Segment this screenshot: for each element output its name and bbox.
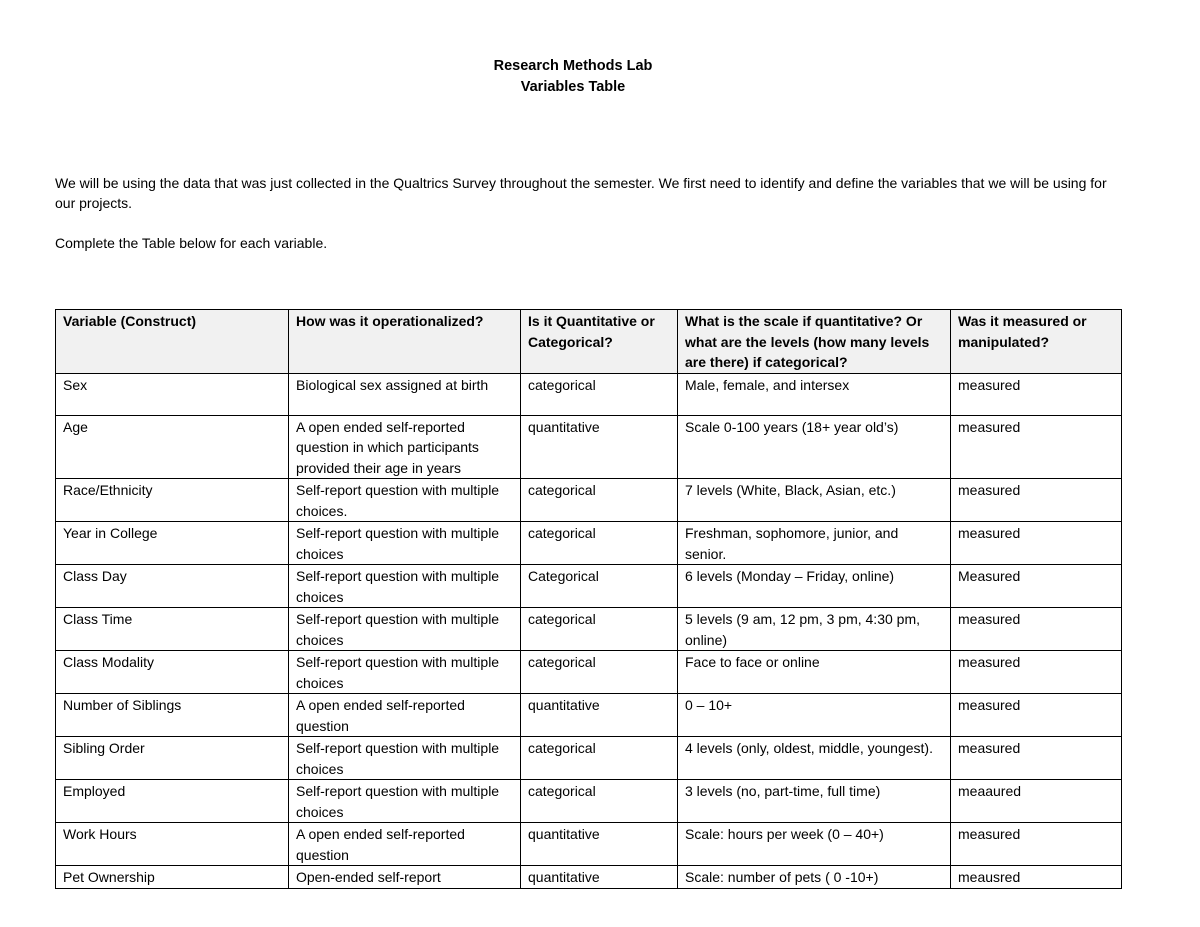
cell-type: categorical (521, 373, 678, 415)
cell-scale: 5 levels (9 am, 12 pm, 3 pm, 4:30 pm, online) (678, 608, 951, 651)
table-row (56, 866, 1122, 889)
table-row (56, 565, 1122, 608)
cell-scale: Scale: hours per week (0 – 40+) (678, 823, 951, 866)
cell-operationalized: Self-report question with multiple choices. (289, 479, 521, 522)
cell-operationalized: Self-report question with multiple choices (289, 565, 521, 608)
cell-variable: Class Day (56, 565, 289, 608)
table-row (56, 608, 1122, 651)
table-header-row (56, 310, 1122, 374)
cell-variable: Sex (56, 373, 289, 415)
cell-measured: measured (951, 823, 1122, 866)
cell-type: quantitative (521, 694, 678, 737)
cell-measured: Measured (951, 565, 1122, 608)
cell-type: categorical (521, 608, 678, 651)
cell-variable: Employed (56, 780, 289, 823)
cell-operationalized: Self-report question with multiple choices (289, 737, 521, 780)
cell-type: categorical (521, 479, 678, 522)
cell-scale: 6 levels (Monday – Friday, online) (678, 565, 951, 608)
cell-operationalized: Self-report question with multiple choices (289, 651, 521, 694)
cell-measured: measured (951, 479, 1122, 522)
cell-variable: Age (56, 415, 289, 479)
table-row (56, 522, 1122, 565)
cell-type: categorical (521, 651, 678, 694)
cell-operationalized: Self-report question with multiple choices (289, 608, 521, 651)
cell-measured: measured (951, 737, 1122, 780)
cell-operationalized: Self-report question with multiple choices (289, 780, 521, 823)
cell-scale: 3 levels (no, part-time, full time) (678, 780, 951, 823)
cell-type: quantitative (521, 823, 678, 866)
header-measured-or-manipulated: Was it measured or manipulated? (951, 310, 1122, 374)
header-operationalized: How was it operationalized? (289, 310, 521, 374)
header-variable: Variable (Construct) (56, 310, 289, 374)
table-row (56, 415, 1122, 479)
cell-variable: Pet Ownership (56, 866, 289, 889)
cell-scale: Face to face or online (678, 651, 951, 694)
cell-variable: Sibling Order (56, 737, 289, 780)
header-scale-or-levels: What is the scale if quantitative? Or what are the levels (how many levels are there) if categorical? (678, 310, 951, 374)
intro-section (55, 173, 1115, 253)
cell-scale: Male, female, and intersex (678, 373, 951, 415)
table-row (56, 823, 1122, 866)
cell-scale: 7 levels (White, Black, Asian, etc.) (678, 479, 951, 522)
variables-table (55, 309, 1122, 889)
cell-type: categorical (521, 780, 678, 823)
header-quant-or-categorical: Is it Quantitative or Categorical? (521, 310, 678, 374)
cell-operationalized: A open ended self-reported question (289, 823, 521, 866)
cell-scale: Scale 0-100 years (18+ year old’s) (678, 415, 951, 479)
cell-variable: Class Modality (56, 651, 289, 694)
cell-measured: measured (951, 522, 1122, 565)
cell-variable: Work Hours (56, 823, 289, 866)
cell-variable: Race/Ethnicity (56, 479, 289, 522)
cell-type: quantitative (521, 415, 678, 479)
table-row (56, 651, 1122, 694)
cell-measured: meausred (951, 866, 1122, 889)
intro-paragraph: We will be using the data that was just collected in the Qualtrics Survey throughout the semester. We first need to identify and define the variables that we will be using for our projects. (55, 175, 1107, 211)
table-row (56, 373, 1122, 415)
cell-measured: meaaured (951, 780, 1122, 823)
cell-operationalized: Self-report question with multiple choices (289, 522, 521, 565)
document-title (0, 56, 1146, 98)
instruction-paragraph: Complete the Table below for each variable. (55, 235, 328, 251)
cell-type: quantitative (521, 866, 678, 889)
table-row (56, 694, 1122, 737)
cell-type: categorical (521, 522, 678, 565)
cell-type: categorical (521, 737, 678, 780)
cell-variable: Year in College (56, 522, 289, 565)
cell-measured: measured (951, 373, 1122, 415)
cell-operationalized: Open-ended self-report (289, 866, 521, 889)
cell-measured: measured (951, 651, 1122, 694)
cell-measured: measured (951, 415, 1122, 479)
table-row (56, 479, 1122, 522)
cell-measured: measured (951, 694, 1122, 737)
cell-measured: measured (951, 608, 1122, 651)
title-line-2: Variables Table (520, 79, 626, 95)
cell-operationalized: A open ended self-reported question in which participants provided their age in years (289, 415, 521, 479)
cell-operationalized: A open ended self-reported question (289, 694, 521, 737)
title-line-1: Research Methods Lab (493, 58, 653, 74)
table-row (56, 780, 1122, 823)
cell-scale: 4 levels (only, oldest, middle, youngest). (678, 737, 951, 780)
cell-variable: Number of Siblings (56, 694, 289, 737)
cell-scale: Scale: number of pets ( 0 -10+) (678, 866, 951, 889)
table-row (56, 737, 1122, 780)
cell-scale: 0 – 10+ (678, 694, 951, 737)
cell-variable: Class Time (56, 608, 289, 651)
cell-scale: Freshman, sophomore, junior, and senior. (678, 522, 951, 565)
cell-operationalized: Biological sex assigned at birth (289, 373, 521, 415)
cell-type: Categorical (521, 565, 678, 608)
